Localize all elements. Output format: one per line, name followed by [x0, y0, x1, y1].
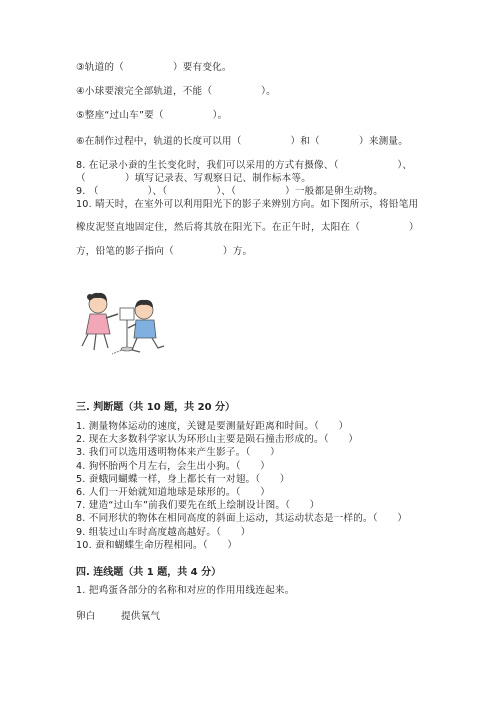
fill-q8-line1: 8. 在记录小蚕的生长变化时，我们可以采用的方式有摄像、（ ）、 [76, 160, 413, 171]
match-heading: 四. 连线题（共 1 题，共 4 分） [76, 567, 222, 578]
fill-q3: ③轨道的（ ）要有变化。 [76, 62, 232, 73]
judge-heading: 三. 判断题（共 10 题，共 20 分） [76, 402, 236, 413]
match-left-item: 卵白 [76, 611, 96, 622]
fill-q10-line1: 10. 晴天时，在室外可以利用阳光下的影子来辨别方向。如下图所示，将铅笔用 [76, 199, 419, 210]
match-instruction: 1. 把鸡蛋各部分的名称和对应的作用用线连起来。 [76, 585, 295, 596]
judge-item: 5. 蚕蛾同蝴蝶一样，身上都长有一对翅。（ ） [76, 473, 290, 485]
judge-item: 1. 测量物体运动的速度，关键是要测量好距离和时间。（ ） [76, 421, 349, 432]
judge-item: 8. 不同形状的物体在相同高度的斜面上运动，其运动状态是一样的。（ ） [76, 513, 408, 525]
fill-q10-line2: 橡皮泥竖直地固定住，然后将其放在阳光下。在正午时，太阳在（ ） [76, 222, 419, 233]
fill-q9: 9. （ ）、（ ）、（ ）一般都是卵生动物。 [76, 186, 384, 197]
fill-q6: ⑥在制作过程中，轨道的长度可以用（ ）和（ ）来测量。 [76, 136, 408, 147]
judge-item: 3. 我们可以选用透明物体来产生影子。（ ） [76, 447, 280, 459]
match-right-item: 提供氧气 [121, 611, 161, 622]
fill-q4: ④小球要滚完全部轨道，不能（ ）。 [76, 86, 276, 97]
judge-item: 6. 人们一开始就知道地球是球形的。（ ） [76, 487, 271, 498]
judge-item: 7. 建造“过山车”前我们要先在纸上绘制设计图。（ ） [76, 500, 320, 512]
judge-item: 4. 狗怀胎两个月左右，会生出小狗。（ ） [76, 460, 271, 472]
fill-q8-line2: （ ）填写记录表、写观察日记、制作标本等。 [76, 173, 312, 184]
children-shadow-experiment-icon [74, 288, 166, 360]
fill-q10-line3: 方，铅笔的影子指向（ ）方。 [76, 246, 253, 257]
judge-item: 9. 组装过山车时高度越高越好。（ ） [76, 526, 251, 538]
judge-item: 10. 蚕和蝴蝶生命历程相同。（ ） [76, 539, 238, 551]
judge-item: 2. 现在大多数科学家认为环形山主要是陨石撞击形成的。（ ） [76, 434, 359, 446]
fill-q5: ⑤整座“过山车”要（ ）。 [76, 110, 228, 121]
